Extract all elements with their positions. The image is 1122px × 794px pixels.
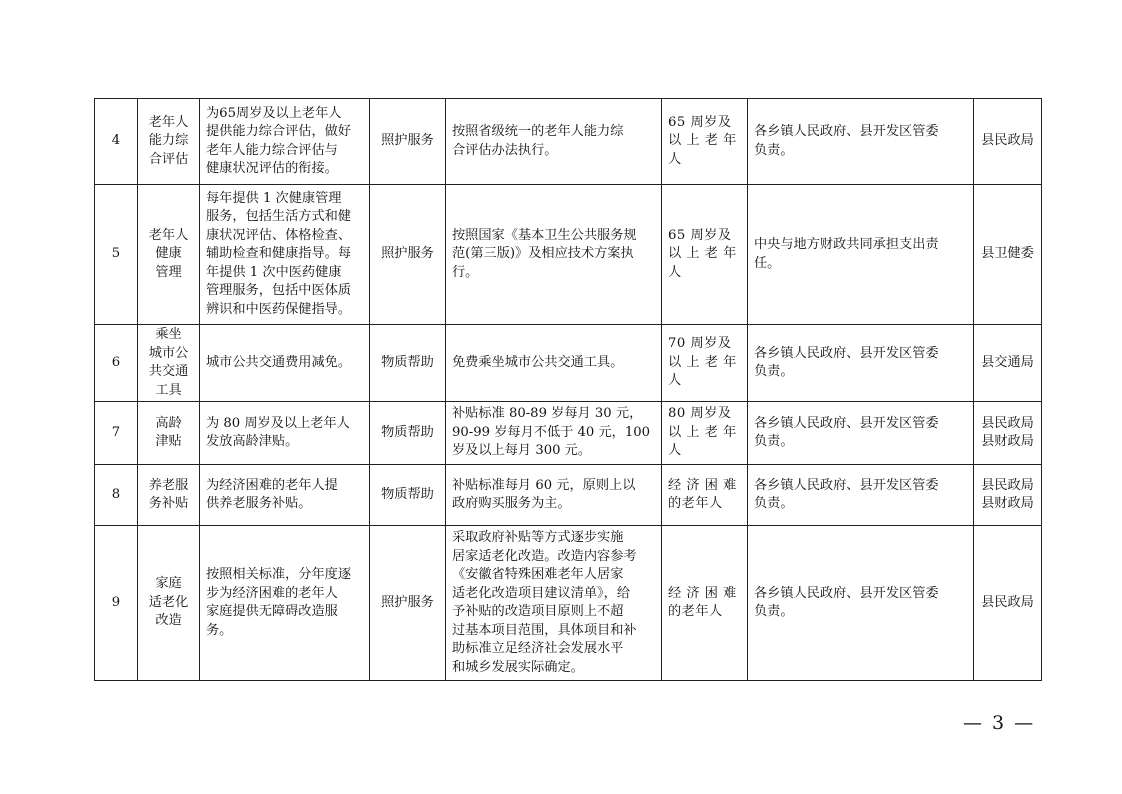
table-row — [95, 325, 1042, 402]
service-standard: 按照省级统一的老年人能力综 合评估办法执行。 — [446, 99, 662, 185]
table-row — [95, 99, 1042, 185]
service-content: 为65周岁及以上老年人 提供能力综合评估，做好 老年人能力综合评估与 健康状况评估的衔接。 — [200, 99, 370, 185]
service-content: 每年提供 1 次健康管理 服务，包括生活方式和健 康状况评估、体格检查、 辅助检查和健康指导。每 年提供 1 次中医药健康 管理服务，包括中医体质 辨识和中医药保健指导。 — [200, 185, 370, 325]
service-object: 经 济 困 难 的老年人 — [662, 465, 748, 526]
funding-responsibility: 中央与地方财政共同承担支出责 任。 — [748, 185, 974, 325]
table-row — [95, 526, 1042, 681]
responsible-unit: 县民政局 县财政局 — [974, 465, 1042, 526]
service-type: 照护服务 — [370, 99, 446, 185]
row-number: 4 — [95, 99, 138, 185]
service-item: 高龄 津贴 — [138, 402, 200, 465]
funding-responsibility: 各乡镇人民政府、县开发区管委 负责。 — [748, 99, 974, 185]
service-object: 65 周岁及 以 上 老 年 人 — [662, 185, 748, 325]
service-standard: 补贴标准 80-89 岁每月 30 元， 90-99 岁每月不低于 40 元，100 岁及以上每月 300 元。 — [446, 402, 662, 465]
funding-responsibility: 各乡镇人民政府、县开发区管委 负责。 — [748, 325, 974, 402]
service-object: 经 济 困 难 的老年人 — [662, 526, 748, 681]
table-row — [95, 402, 1042, 465]
service-object: 70 周岁及 以 上 老 年 人 — [662, 325, 748, 402]
row-number: 9 — [95, 526, 138, 681]
row-number: 6 — [95, 325, 138, 402]
funding-responsibility: 各乡镇人民政府、县开发区管委 负责。 — [748, 465, 974, 526]
service-item: 乘坐 城市公 共交通 工具 — [138, 325, 200, 402]
table-row — [95, 185, 1042, 325]
service-type: 物质帮助 — [370, 465, 446, 526]
service-standard: 按照国家《基本卫生公共服务规 范(第三版)》及相应技术方案执 行。 — [446, 185, 662, 325]
service-content: 按照相关标准，分年度逐 步为经济困难的老年人 家庭提供无障碍改造服 务。 — [200, 526, 370, 681]
service-object: 65 周岁及 以 上 老 年 人 — [662, 99, 748, 185]
service-item: 家庭 适老化 改造 — [138, 526, 200, 681]
service-item: 老年人 健康 管理 — [138, 185, 200, 325]
services-table — [94, 98, 1042, 681]
responsible-unit: 县民政局 — [974, 526, 1042, 681]
table-row — [95, 465, 1042, 526]
funding-responsibility: 各乡镇人民政府、县开发区管委 负责。 — [748, 526, 974, 681]
row-number: 7 — [95, 402, 138, 465]
service-standard: 免费乘坐城市公共交通工具。 — [446, 325, 662, 402]
service-content: 城市公共交通费用减免。 — [200, 325, 370, 402]
service-item: 养老服 务补贴 — [138, 465, 200, 526]
service-item: 老年人 能力综 合评估 — [138, 99, 200, 185]
funding-responsibility: 各乡镇人民政府、县开发区管委 负责。 — [748, 402, 974, 465]
row-number: 8 — [95, 465, 138, 526]
service-content: 为经济困难的老年人提 供养老服务补贴。 — [200, 465, 370, 526]
service-content: 为 80 周岁及以上老年人 发放高龄津贴。 — [200, 402, 370, 465]
service-standard: 采取政府补贴等方式逐步实施 居家适老化改造。改造内容参考 《安徽省特殊困难老年人居家 适老化改造项目建议清单》，给 予补贴的改造项目原则上不超 过基本项目范围，具体项目和补 助标准立足经济社会发展水平 和城乡发展实际确定。 — [446, 526, 662, 681]
responsible-unit: 县交通局 — [974, 325, 1042, 402]
service-type: 物质帮助 — [370, 325, 446, 402]
responsible-unit: 县民政局 — [974, 99, 1042, 185]
row-number: 5 — [95, 185, 138, 325]
page-number: — 3 — — [963, 712, 1036, 734]
service-object: 80 周岁及 以 上 老 年 人 — [662, 402, 748, 465]
responsible-unit: 县卫健委 — [974, 185, 1042, 325]
service-type: 照护服务 — [370, 526, 446, 681]
service-standard: 补贴标准每月 60 元，原则上以 政府购买服务为主。 — [446, 465, 662, 526]
responsible-unit: 县民政局 县财政局 — [974, 402, 1042, 465]
service-type: 物质帮助 — [370, 402, 446, 465]
service-type: 照护服务 — [370, 185, 446, 325]
